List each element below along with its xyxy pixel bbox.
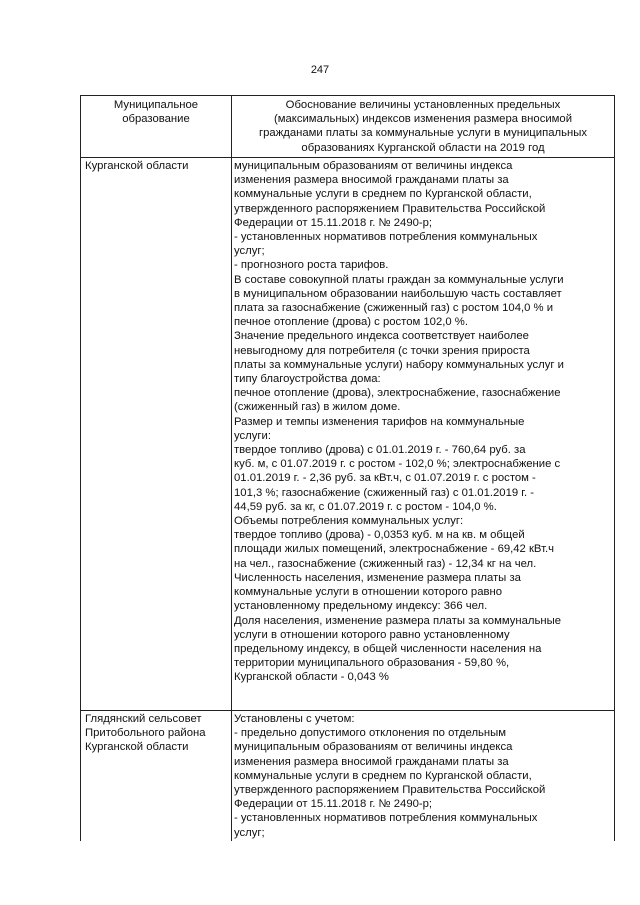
cell-line: твердое топливо (дрова) с 01.01.2019 г. - 760,64 руб. за	[234, 444, 526, 457]
table-header-row	[81, 96, 615, 158]
cell-line: Численность населения, изменение размера платы за	[234, 571, 521, 584]
cell-line: в муниципальном образовании наибольшую часть составляет	[234, 287, 562, 300]
cell-line: Федерации от 15.11.2018 г. № 2490-р;	[234, 798, 433, 811]
cell-line: коммунальные услуги в среднем по Курганской области,	[234, 769, 532, 782]
municipal-index-table	[80, 95, 615, 841]
cell-line: 101,3 %; газоснабжение (сжиженный газ) с 01.01.2019 г. -	[234, 486, 535, 499]
header-justification	[232, 96, 615, 158]
cell-line: Курганской области - 0,043 %	[234, 671, 389, 684]
justification-cell	[232, 711, 615, 841]
cell-line: услуги:	[234, 429, 271, 442]
cell-line: Значение предельного индекса соответствует наиболее	[234, 330, 529, 343]
cell-line: - установленных нормативов потребления коммунальных	[234, 231, 538, 244]
cell-line: услуг;	[234, 826, 265, 839]
cell-line: площади жилых помещений, электроснабжение - 69,42 кВт.ч	[234, 543, 555, 556]
cell-line: Курганской области	[85, 160, 189, 172]
table-row	[81, 158, 615, 711]
cell-line: изменения размера вносимой гражданами платы за	[234, 174, 509, 187]
municipality-cell	[81, 711, 232, 841]
cell-line: предельному индексу, в общей численности населения на	[234, 642, 542, 655]
cell-line: коммунальные услуги в среднем по Курганской области,	[234, 188, 532, 201]
cell-line: плата за газоснабжение (сжиженный газ) с ростом 104,0 % и	[234, 302, 554, 315]
municipality-cell	[81, 158, 232, 711]
cell-line: установленному предельному индексу: 366 чел.	[234, 600, 488, 613]
cell-line: услуг;	[234, 245, 265, 258]
cell-line: твердое топливо (дрова) - 0,0353 куб. м на кв. м общей	[234, 529, 525, 542]
page-number: 247	[310, 64, 330, 76]
cell-line: 01.01.2019 г. - 2,36 руб. за кВт.ч, с 01.07.2019 г. с ростом -	[234, 472, 536, 485]
cell-line: невыгодному для потребителя (с точки зрения прироста	[234, 344, 530, 357]
cell-line: В составе совокупной платы граждан за коммунальные услуги	[234, 273, 564, 286]
cell-line: 44,59 руб. за кг, с 01.07.2019 г. с ростом - 104,0 %.	[234, 500, 497, 513]
cell-line: Притобольного района	[85, 727, 206, 740]
table-row	[81, 711, 615, 841]
cell-line: муниципальным образованиям от величины индекса	[234, 741, 513, 754]
cell-line: Глядянский сельсовет	[85, 713, 202, 725]
cell-line: на чел., газоснабжение (сжиженный газ) - 12,34 кг на чел.	[234, 557, 537, 570]
cell-line: Размер и темпы изменения тарифов на коммунальные	[234, 415, 525, 428]
header-line: гражданами платы за коммунальные услуги в муниципальных	[259, 127, 587, 140]
cell-line: Курганской области	[85, 741, 189, 754]
cell-line: (сжиженный газ) в жилом доме.	[234, 401, 401, 414]
cell-line: куб. м, с 01.07.2019 г. с ростом - 102,0 %; электроснабжение с	[234, 458, 561, 471]
header-municipality	[81, 96, 232, 158]
header-line: образованиях Курганской области на 2019 год	[301, 141, 545, 154]
cell-line: печное отопление (дрова), электроснабжение, газоснабжение	[234, 387, 561, 400]
cell-line: территории муниципального образования - 59,80 %,	[234, 657, 510, 670]
cell-line: - установленных нормативов потребления коммунальных	[234, 812, 538, 825]
header-line: Муниципальное	[113, 99, 199, 111]
justification-cell	[232, 158, 615, 711]
cell-line: муниципальным образованиям от величины индекса	[234, 160, 513, 172]
cell-line: типу благоустройства дома:	[234, 373, 381, 386]
cell-line: платы за коммунальные услуги) набору коммунальных услуг и	[234, 358, 564, 371]
cell-line: Доля населения, изменение размера платы за коммунальные	[234, 614, 562, 627]
cell-line: Установлены с учетом:	[234, 713, 355, 725]
cell-line: - прогнозного роста тарифов.	[234, 259, 389, 272]
cell-line: печное отопление (дрова) с ростом 102,0 %.	[234, 316, 468, 329]
header-line: образование	[122, 113, 190, 126]
cell-line: утвержденного распоряжением Правительства Российской	[234, 784, 546, 797]
cell-line: утвержденного распоряжением Правительства Российской	[234, 202, 546, 215]
cell-line: - предельно допустимого отклонения по отдельным	[234, 727, 507, 740]
header-line: (максимальных) индексов изменения размера вносимой	[273, 113, 573, 126]
header-line: Обоснование величины установленных предельных	[285, 99, 561, 111]
cell-line: услуги в отношении которого равно установленному	[234, 628, 510, 641]
cell-line: коммунальные услуги в отношении которого равно	[234, 586, 503, 599]
cell-line: Объемы потребления коммунальных услуг:	[234, 515, 464, 528]
cell-line: изменения размера вносимой гражданами платы за	[234, 755, 509, 768]
cell-line: Федерации от 15.11.2018 г. № 2490-р;	[234, 216, 433, 229]
